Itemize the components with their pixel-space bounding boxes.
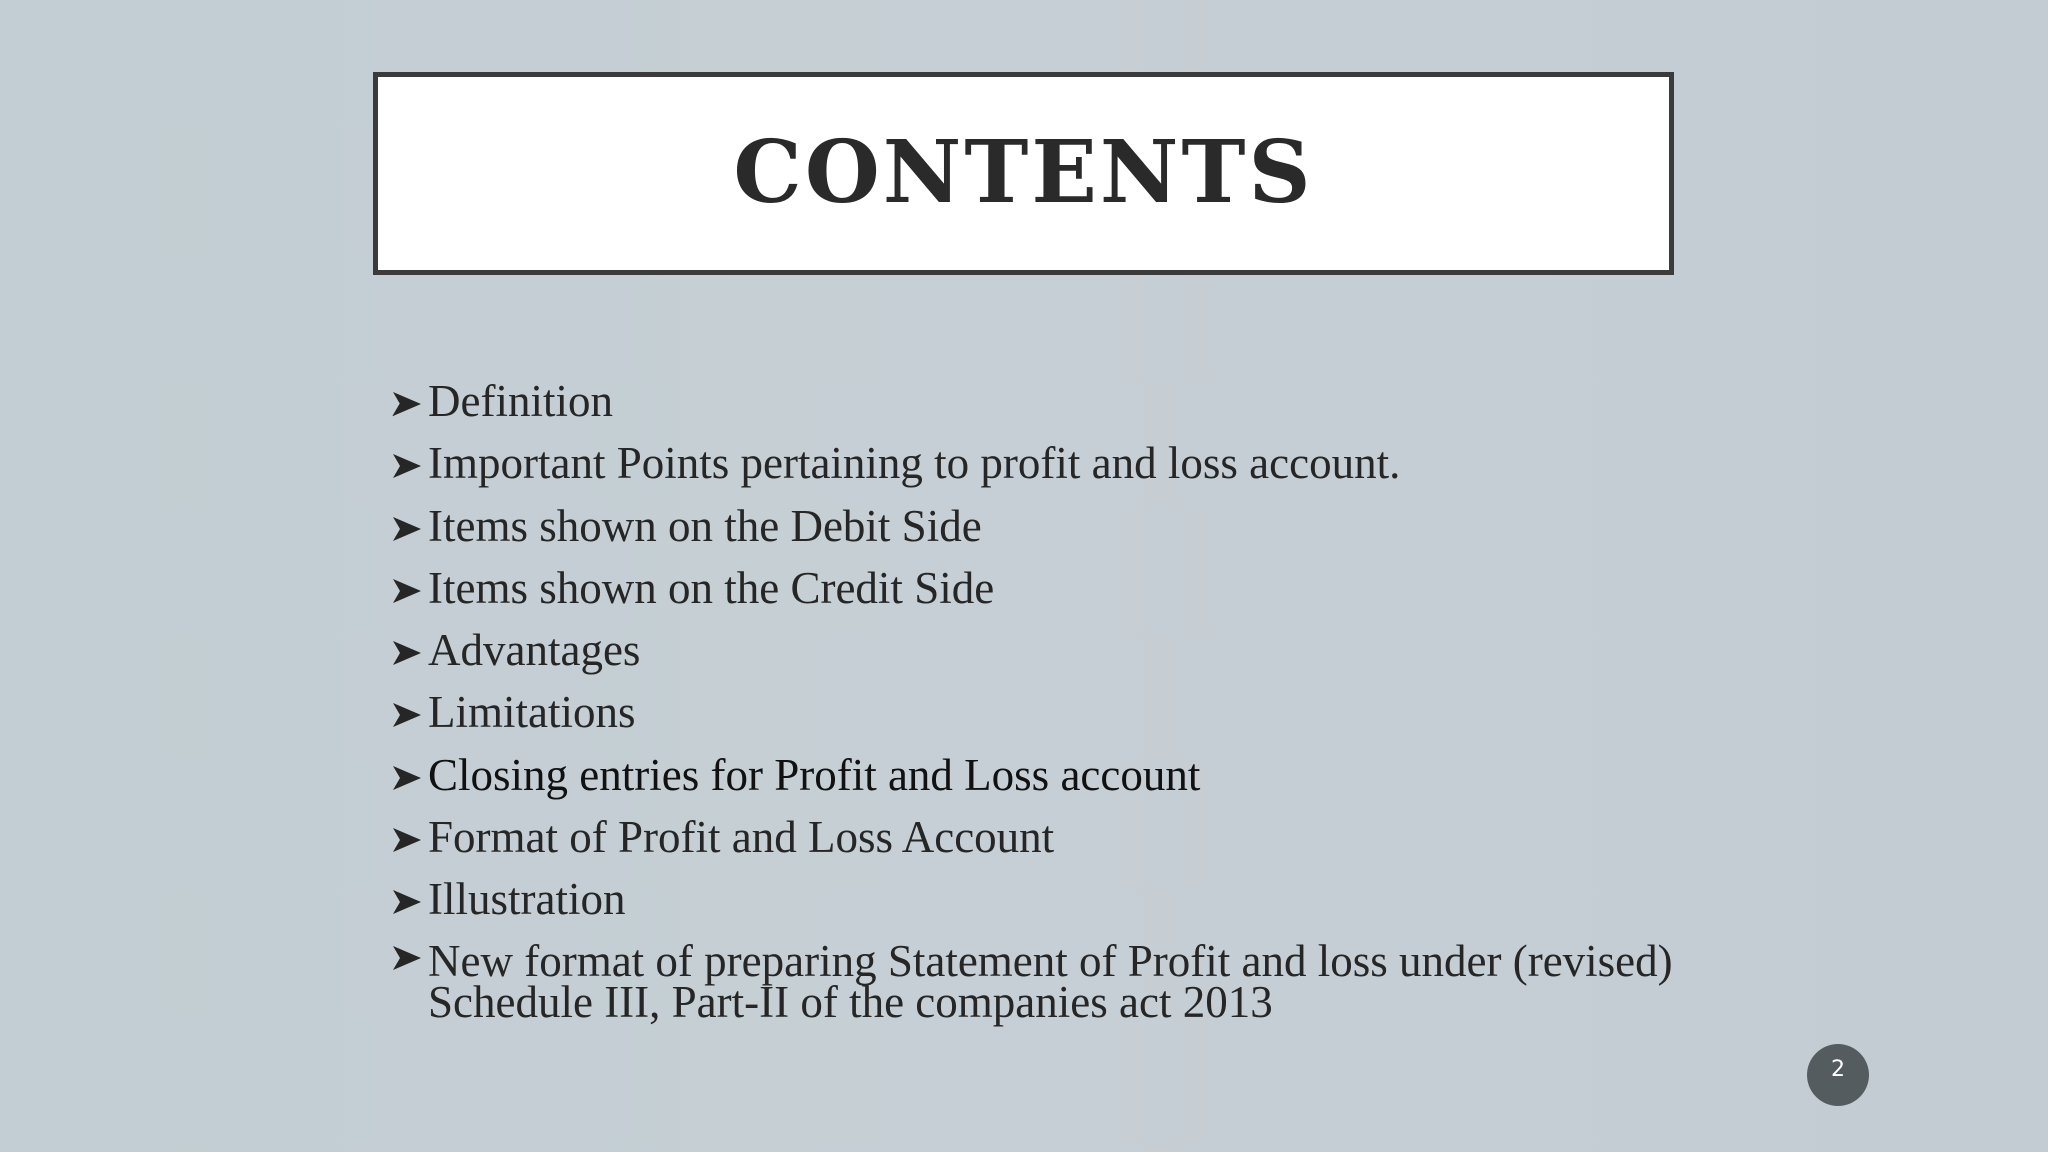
list-item-label: Definition bbox=[428, 376, 613, 426]
page-number: 2 bbox=[1831, 1056, 1845, 1082]
list-item bbox=[390, 744, 1690, 806]
list-item bbox=[390, 868, 1690, 930]
list-item-label: Illustration bbox=[428, 874, 626, 925]
title-box bbox=[373, 72, 1674, 275]
list-item bbox=[390, 432, 1690, 494]
list-item-label: Important Points pertaining to profit and loss account. bbox=[428, 438, 1401, 489]
list-item bbox=[390, 370, 1690, 432]
list-item bbox=[390, 931, 1690, 1027]
list-item bbox=[390, 495, 1690, 557]
list-item bbox=[390, 681, 1690, 743]
list-item-label: Items shown on the Debit Side bbox=[428, 500, 982, 551]
list-item-label: Format of Profit and Loss Account bbox=[428, 812, 1055, 863]
contents-list bbox=[390, 370, 1690, 1027]
slide-title: CONTENTS bbox=[733, 122, 1314, 223]
list-item bbox=[390, 557, 1690, 619]
list-item-label: Closing entries for Profit and Loss account bbox=[428, 749, 1201, 800]
list-item-label: New format of preparing Statement of Profit and loss under (revised) Schedule III, Part-II of the companies act 2013 bbox=[428, 935, 1673, 1027]
list-item-label: Items shown on the Credit Side bbox=[428, 562, 995, 613]
page-number-badge bbox=[1807, 1044, 1869, 1106]
list-item bbox=[390, 619, 1690, 681]
list-item-label: Advantages bbox=[428, 625, 641, 676]
list-item-label: Limitations bbox=[428, 687, 636, 738]
list-item bbox=[390, 806, 1690, 868]
